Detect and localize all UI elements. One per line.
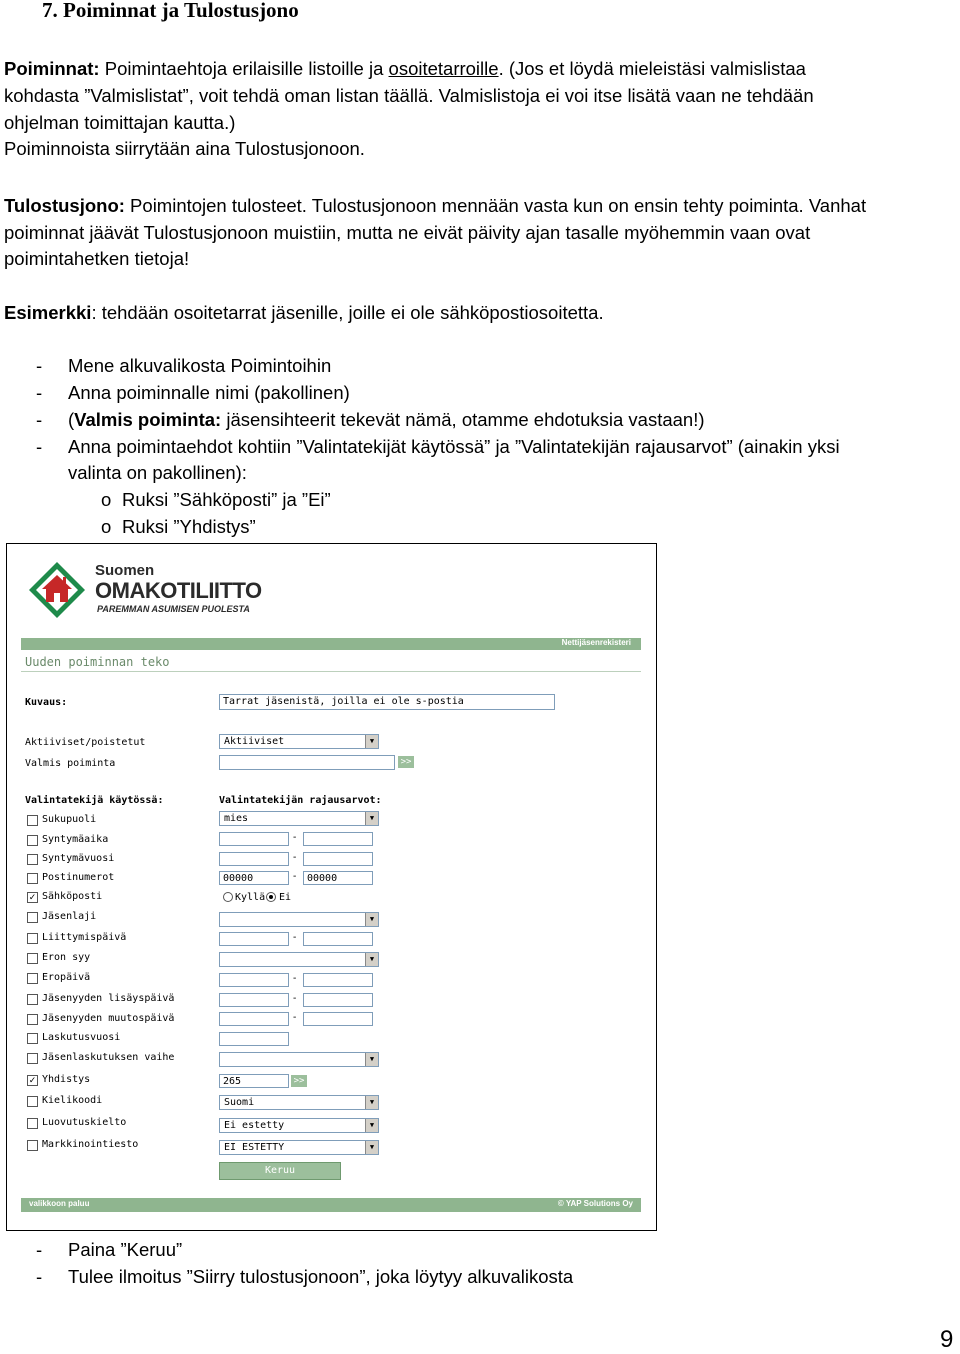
yhdistys-go-button[interactable]: >> <box>291 1075 307 1087</box>
chevron-down-icon: ▼ <box>365 1096 378 1109</box>
radio-ei-label: Ei <box>279 892 292 903</box>
factor-label: Jäsenyyden muutospäivä <box>42 1013 175 1024</box>
sukupuoli-select[interactable] <box>219 811 379 826</box>
paragraph-line: kohdasta ”Valmislistat”, voit tehdä oman listan täällä. Valmislistoja ei voi itse lisätä vaan ne tehdään <box>4 85 814 106</box>
step-1: Mene alkuvalikosta Poimintoihin <box>68 355 332 376</box>
sub-step-2: Ruksi ”Yhdistys” <box>122 516 256 537</box>
text: ( <box>68 409 75 430</box>
term-esimerkki: Esimerkki <box>4 302 92 323</box>
step-2: Anna poiminnalle nimi (pakollinen) <box>68 382 350 403</box>
radio-kylla-label: Kyllä <box>235 892 266 903</box>
page-number: 9 <box>940 1326 954 1353</box>
bottom-bar <box>21 1198 641 1212</box>
aktiiviset-select[interactable] <box>219 734 379 749</box>
factor-label: Postinumerot <box>42 872 115 883</box>
chevron-down-icon: ▼ <box>365 1119 378 1132</box>
keruu-button[interactable]: Keruu <box>219 1162 341 1180</box>
valmis-poiminta-input[interactable] <box>219 755 395 770</box>
eron-syy-select[interactable] <box>219 952 379 967</box>
sub-bullet-o: o <box>101 516 112 537</box>
form-title: Uuden poiminnan teko <box>25 655 170 669</box>
step-4: Anna poimintaehdot kohtiin ”Valintatekijät käytössä” ja ”Valintatekijän rajausarvot” (ainakin yksi <box>68 436 840 457</box>
dash-bullet: - <box>36 1266 43 1287</box>
factor-checkbox[interactable] <box>27 994 38 1005</box>
factor-checkbox[interactable] <box>27 973 38 984</box>
text: Poimintojen tulosteet. Tulostusjonoon mennään vasta kun on ensin tehty poiminta. Vanhat <box>124 195 867 216</box>
factor-label: Laskutusvuosi <box>42 1032 121 1043</box>
lisayspaiva-from[interactable] <box>219 993 289 1007</box>
select-value: Ei estetty <box>224 1120 285 1131</box>
select-value: Aktiiviset <box>224 736 285 747</box>
step-4-cont: valinta on pakollinen): <box>68 462 247 483</box>
luovutuskielto-select[interactable] <box>219 1118 379 1133</box>
postinumero-to[interactable]: 00000 <box>303 871 373 885</box>
factor-checkbox[interactable] <box>27 953 38 964</box>
paragraph-esimerkki <box>4 300 604 327</box>
radio-kylla[interactable] <box>223 892 233 902</box>
eropaiva-to[interactable] <box>303 973 373 987</box>
syntymavuosi-to[interactable] <box>303 852 373 866</box>
factor-label: Eron syy <box>42 952 91 963</box>
factor-checkbox[interactable] <box>27 835 38 846</box>
factor-label: Sukupuoli <box>42 814 97 825</box>
link-osoitetarroille[interactable]: osoitetarroille <box>388 58 499 79</box>
select-value: EI ESTETTY <box>224 1142 285 1153</box>
divider <box>21 671 641 672</box>
syntymavuosi-from[interactable] <box>219 852 289 866</box>
top-nav-bar <box>21 638 641 650</box>
range-dash: - <box>293 932 297 943</box>
factor-checkbox[interactable] <box>27 912 38 923</box>
form-screenshot <box>6 543 657 1231</box>
copyright-text: © YAP Solutions Oy <box>557 1199 633 1208</box>
range-dash: - <box>293 832 297 843</box>
logo-slogan: PAREMMAN ASUMISEN PUOLESTA <box>97 604 250 614</box>
valmis-poiminta-label: Valmis poiminta <box>25 758 116 769</box>
factor-checkbox[interactable] <box>27 815 38 826</box>
select-value: mies <box>224 813 249 824</box>
factor-label: Jäsenlaji <box>42 911 97 922</box>
factor-checkbox[interactable] <box>27 1053 38 1064</box>
chevron-down-icon: ▼ <box>365 1141 378 1154</box>
paragraph-line: poimintahetken tietoja! <box>4 248 190 269</box>
factor-checkbox[interactable] <box>27 873 38 884</box>
radio-ei[interactable] <box>266 892 276 902</box>
factor-label: Luovutuskielto <box>42 1117 127 1128</box>
section-heading: 7. Poiminnat ja Tulostusjono <box>42 0 299 22</box>
range-dash: - <box>293 852 297 863</box>
factor-label: Markkinointiesto <box>42 1139 139 1150</box>
laskutusvaihe-select[interactable] <box>219 1052 379 1067</box>
text: Poimintaehtoja erilaisille listoille ja <box>99 58 389 79</box>
factor-checkbox[interactable] <box>27 1118 38 1129</box>
sub-step-1: Ruksi ”Sähköposti” ja ”Ei” <box>122 489 331 510</box>
dash-bullet: - <box>36 409 43 430</box>
term-valmis: Valmis poiminta: <box>74 409 222 430</box>
term-poiminnat: Poiminnat: <box>4 58 100 79</box>
kuvaus-input[interactable]: Tarrat jäsenistä, joilla ei ole s-postia <box>219 694 555 710</box>
postinumero-from[interactable]: 00000 <box>219 871 289 885</box>
factor-label: Kielikoodi <box>42 1095 103 1106</box>
valmis-go-button[interactable]: >> <box>398 756 414 768</box>
jasenlaji-select[interactable] <box>219 912 379 927</box>
logo-text-omakotiliitto: OMAKOTILIITTO <box>95 578 262 603</box>
paragraph-tulostusjono <box>4 193 866 220</box>
step-3 <box>68 407 705 434</box>
yhdistys-input[interactable]: 265 <box>219 1074 289 1088</box>
chevron-down-icon: ▼ <box>365 1053 378 1066</box>
liittymispaiva-from[interactable] <box>219 932 289 946</box>
muutospaiva-from[interactable] <box>219 1012 289 1026</box>
chevron-down-icon: ▼ <box>365 953 378 966</box>
factor-checkbox[interactable] <box>27 1140 38 1151</box>
text: . (Jos et löydä mieleistäsi valmislistaa <box>498 58 806 79</box>
step-6: Tulee ilmoitus ”Siirry tulostusjonoon”, joka löytyy alkuvalikosta <box>68 1266 574 1287</box>
dash-bullet: - <box>36 355 43 376</box>
eropaiva-from[interactable] <box>219 973 289 987</box>
liittymispaiva-to[interactable] <box>303 932 373 946</box>
dash-bullet: - <box>36 1239 43 1260</box>
chevron-down-icon: ▼ <box>365 735 378 748</box>
range-dash: - <box>293 871 297 882</box>
factor-label: Eropäivä <box>42 972 91 983</box>
text: : tehdään osoitetarrat jäsenille, joille ei ole sähköpostiosoitetta. <box>91 302 604 323</box>
range-dash: - <box>293 1012 297 1023</box>
term-tulostusjono: Tulostusjono: <box>4 195 125 216</box>
valintatekija-header: Valintatekijä käytössä: <box>25 795 164 806</box>
dash-bullet: - <box>36 436 43 457</box>
chevron-down-icon: ▼ <box>365 812 378 825</box>
step-5: Paina ”Keruu” <box>68 1239 183 1260</box>
nettijasenrekisteri-link[interactable]: Nettijäsenrekisteri <box>561 638 631 647</box>
factor-checkbox[interactable]: ✓ <box>28 892 37 902</box>
lisayspaiva-to[interactable] <box>303 993 373 1007</box>
syntymaaika-to[interactable] <box>303 832 373 846</box>
factor-label: Jäsenlaskutuksen vaihe <box>42 1052 175 1063</box>
paragraph-line: poiminnat jäävät Tulostusjonoon muistiin, mutta ne eivät päivity ajan tasalle myöhemmin vaan ovat <box>4 222 811 243</box>
select-value: Suomi <box>224 1097 255 1108</box>
factor-label: Liittymispäivä <box>42 932 127 943</box>
sub-bullet-o: o <box>101 489 112 510</box>
kuvaus-label: Kuvaus: <box>25 697 68 708</box>
rajausarvot-header: Valintatekijän rajausarvot: <box>219 795 382 806</box>
muutospaiva-to[interactable] <box>303 1012 373 1026</box>
range-dash: - <box>293 993 297 1004</box>
factor-checkbox[interactable] <box>27 933 38 944</box>
syntymaaika-from[interactable] <box>219 832 289 846</box>
factor-checkbox[interactable] <box>27 1096 38 1107</box>
laskutusvuosi-input[interactable] <box>219 1032 289 1046</box>
dash-bullet: - <box>36 382 43 403</box>
factor-label: Jäsenyyden lisäyspäivä <box>42 993 175 1004</box>
factor-label: Syntymäaika <box>42 834 109 845</box>
factor-checkbox[interactable] <box>27 854 38 865</box>
factor-checkbox[interactable] <box>27 1014 38 1025</box>
factor-label: Sähköposti <box>42 891 103 902</box>
logo-text-suomen: Suomen <box>95 562 155 579</box>
factor-label: Yhdistys <box>42 1074 91 1085</box>
factor-checkbox[interactable] <box>27 1033 38 1044</box>
text: jäsensihteerit tekevät nämä, otamme ehdotuksia vastaan!) <box>221 409 705 430</box>
paragraph-line: ohjelman toimittajan kautta.) <box>4 112 236 133</box>
kielikoodi-select[interactable] <box>219 1095 379 1110</box>
markkinointiesto-select[interactable] <box>219 1140 379 1155</box>
factor-label: Syntymävuosi <box>42 853 115 864</box>
omakotiliitto-logo <box>27 560 87 620</box>
range-dash: - <box>293 973 297 984</box>
aktiiviset-label: Aktiiviset/poistetut <box>25 737 146 748</box>
valikkoon-paluu-link[interactable]: valikkoon paluu <box>29 1199 90 1208</box>
chevron-down-icon: ▼ <box>365 913 378 926</box>
factor-checkbox[interactable]: ✓ <box>28 1075 37 1085</box>
paragraph-poiminnat <box>4 56 806 83</box>
paragraph-line: Poiminnoista siirrytään aina Tulostusjonoon. <box>4 138 365 159</box>
